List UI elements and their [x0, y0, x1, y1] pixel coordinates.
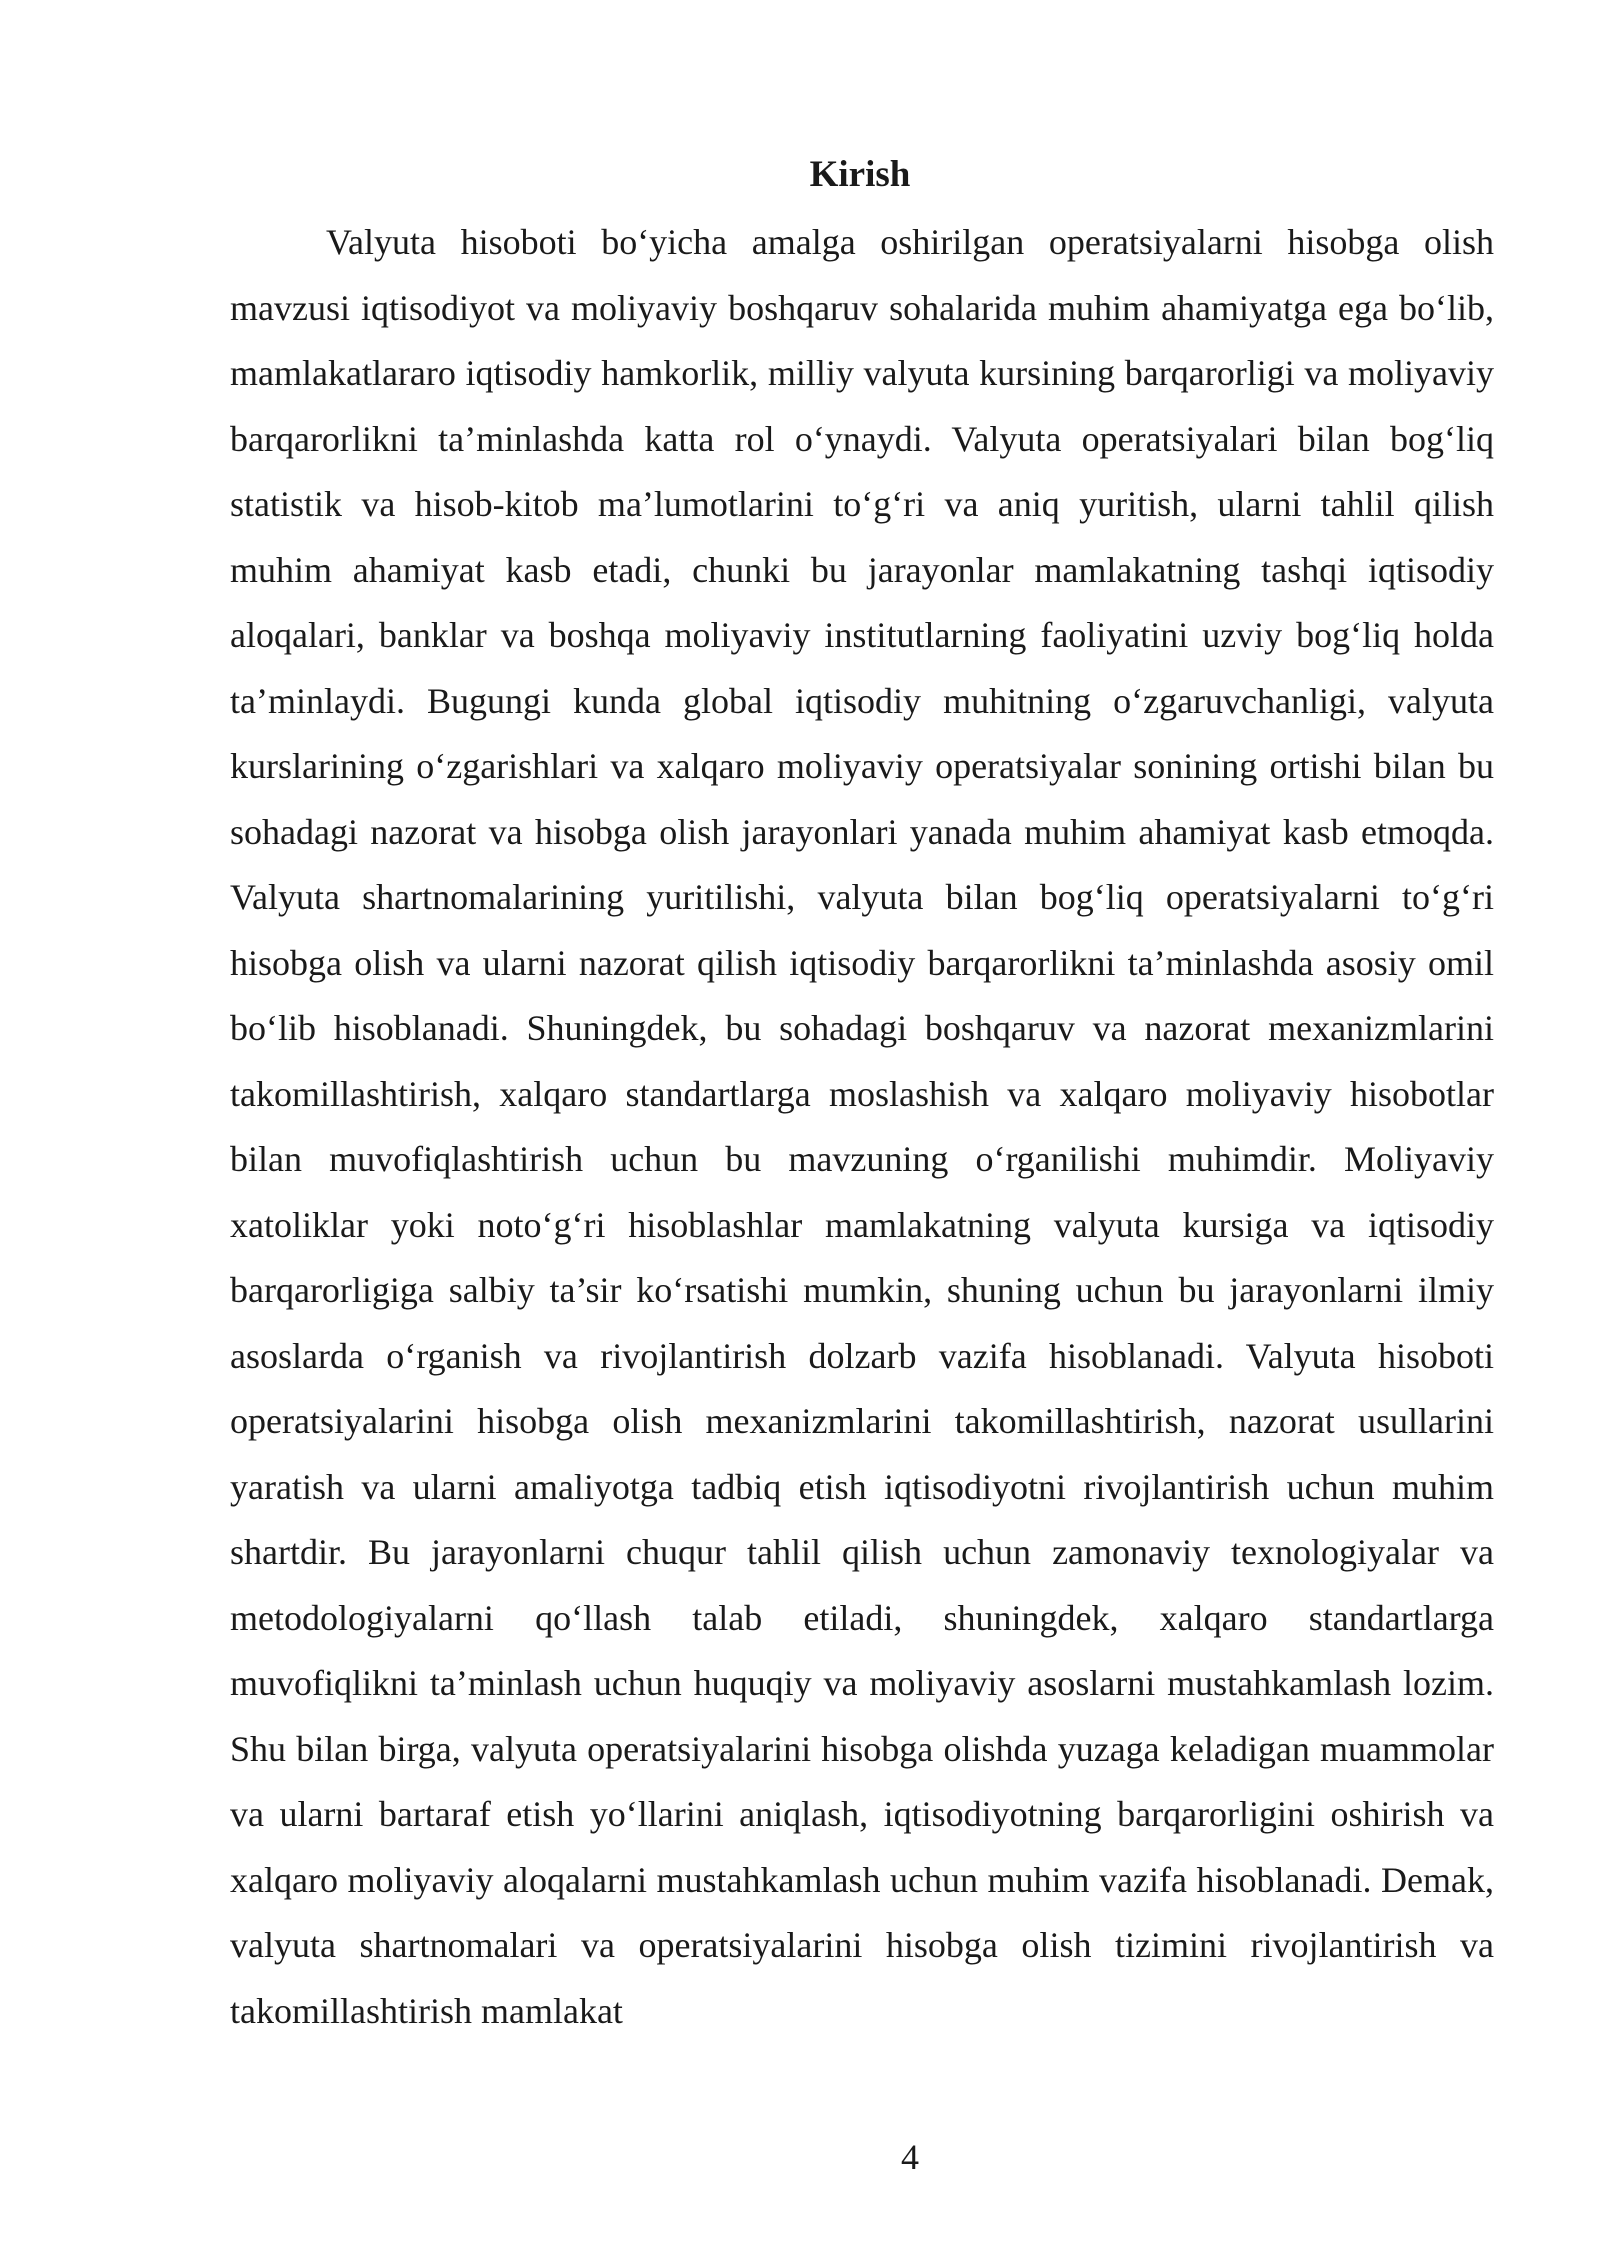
page-number: 4 [901, 2137, 919, 2177]
section-heading: Kirish [809, 154, 911, 195]
body-paragraph: Valyuta hisoboti bo‘yicha amalga oshirilgan operatsiyalarni hisobga olish mavzusi iqtisodiyot va moliyaviy boshqaruv sohalarida muhim ahamiyatga ega bo‘lib, mamlakatlararo iqtisodiy hamkorlik, milliy valyuta kursining barqarorligi va moliyaviy barqarorlikni ta’minlashda katta rol o‘ynaydi. Valyuta operatsiyalari bilan bog‘liq statistik va hisob-kitob ma’lumotlarini to‘g‘ri va aniq yuritish, ularni tahlil qilish muhim ahamiyat kasb etadi, chunki bu jarayonlar mamlakatning tashqi iqtisodiy aloqalari, banklar va boshqa moliyaviy institutlarning faoliyatini uzviy bog‘liq holda ta’minlaydi. Bugungi kunda global iqtisodiy muhitning o‘zgaruvchanligi, valyuta kurslarining o‘zgarishlari va xalqaro moliyaviy operatsiyalar sonining ortishi bilan bu sohadagi nazorat va hisobga olish jarayonlari yanada muhim ahamiyat kasb etmoqda. Valyuta shartnomalarining yuritilishi, valyuta bilan bog‘liq operatsiyalarni to‘g‘ri hisobga olish va ularni nazorat qilish iqtisodiy barqarorlikni ta’minlashda asosiy omil bo‘lib hisoblanadi. Shuningdek, bu sohadagi boshqaruv va nazorat mexanizmlarini takomillashtirish, xalqaro standartlarga moslashish va xalqaro moliyaviy hisobotlar bilan muvofiqlashtirish uchun bu mavzuning o‘rganilishi muhimdir. Moliyaviy xatoliklar yoki noto‘g‘ri hisoblashlar mamlakatning valyuta kursiga va iqtisodiy barqarorligiga salbiy ta’sir ko‘rsatishi mumkin, shuning uchun bu jarayonlarni ilmiy asoslarda o‘rganish va rivojlantirish dolzarb vazifa hisoblanadi. Valyuta hisoboti operatsiyalarini hisobga olish mexanizmlarini takomillashtirish, nazorat usullarini yaratish va ularni amaliyotga tadbiq etish iqtisodiyotni rivojlantirish uchun muhim shartdir. Bu jarayonlarni chuqur tahlil qilish uchun zamonaviy texnologiyalar va metodologiyalarni qo‘llash talab etiladi, shuningdek, xalqaro standartlarga muvofiqlikni ta’minlash uchun huquqiy va moliyaviy asoslarni mustahkamlash lozim. Shu bilan birga, valyuta operatsiyalarini hisobga olishda yuzaga keladigan muammolar va ularni bartaraf etish yo‘llarini aniqlash, iqtisodiyotning barqarorligini oshirish va xalqaro moliyaviy aloqalarni mustahkamlash uchun muhim vazifa hisoblanadi. Demak, valyuta shartnomalari va operatsiyalarini hisobga olish tizimini rivojlantirish va takomillashtirish mamlakat [230, 222, 1494, 2031]
